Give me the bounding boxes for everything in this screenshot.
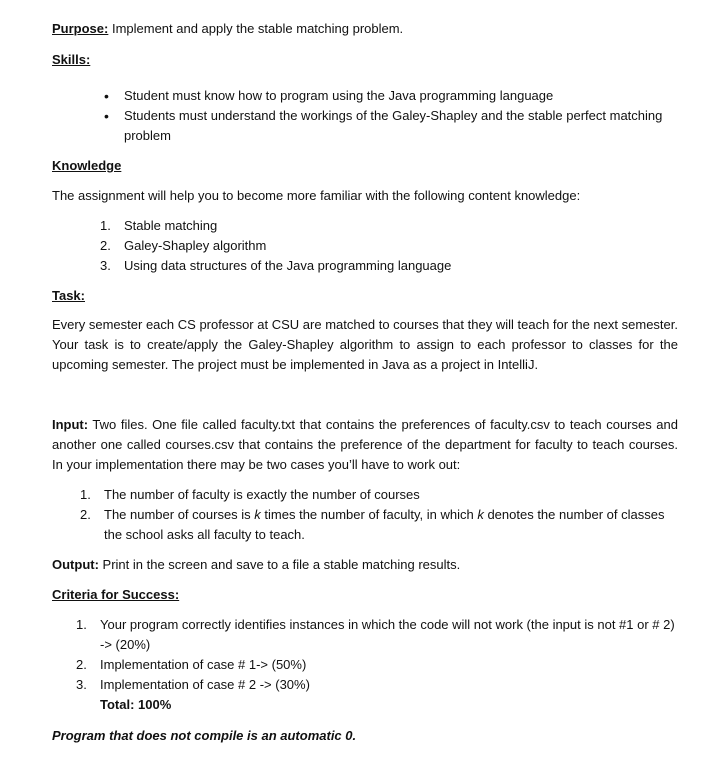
task-text: Every semester each CS professor at CSU are matched to courses that they will teach for the next semester. Your task is to create/apply the Galey-Shapley algorithm to assign to each professor to classes for the upcoming semester. The project must be implemented in Java as a project in IntelliJ. bbox=[52, 317, 678, 372]
input-item-2: 2. The number of courses is k times the number of faculty, in which k denotes the number of classes the school asks all faculty to teach. bbox=[80, 507, 665, 542]
knowledge-item-3: 3. Using data structures of the Java programming language bbox=[100, 258, 452, 273]
task-heading bbox=[52, 286, 678, 306]
input-paragraph bbox=[52, 415, 678, 475]
criteria-total: Total: 100% bbox=[100, 697, 172, 712]
purpose-line bbox=[52, 19, 678, 39]
criteria-item-2: 2. Implementation of case # 1-> (50%) bbox=[76, 657, 307, 672]
knowledge-intro: The assignment will help you to become more familiar with the following content knowledge: bbox=[52, 188, 581, 203]
criteria-list-wrap bbox=[52, 615, 678, 715]
skills-heading bbox=[52, 50, 678, 70]
output-text: Print in the screen and save to a file a stable matching results. bbox=[98, 557, 461, 572]
input-list bbox=[52, 485, 678, 545]
skills-item-2: • Students must understand the workings of the Galey-Shapley and the stable perfect matching problem bbox=[122, 106, 678, 146]
input-text: Two files. One file called faculty.txt that contains the preferences of faculty.csv to teach courses and another one called courses.csv that contains the preference of the department for faculty to teach courses. In your implementation there may be two cases you’ll have to work out: bbox=[52, 417, 678, 472]
criteria-heading bbox=[52, 585, 678, 605]
criteria-list bbox=[52, 615, 678, 695]
input-item-1: 1. The number of faculty is exactly the number of courses bbox=[80, 487, 420, 502]
knowledge-heading bbox=[52, 156, 678, 176]
knowledge-item-2: 2. Galey-Shapley algorithm bbox=[100, 238, 267, 253]
criteria-item-3: 3. Implementation of case # 2 -> (30%) bbox=[76, 677, 310, 692]
knowledge-list bbox=[52, 216, 678, 276]
skills-label: Skills: bbox=[52, 52, 91, 67]
footer-note: Program that does not compile is an automatic 0. bbox=[52, 728, 357, 743]
purpose-text: Implement and apply the stable matching problem. bbox=[108, 21, 404, 36]
input-list-wrap bbox=[52, 485, 678, 545]
knowledge-list-wrap bbox=[52, 216, 678, 276]
criteria-label: Criteria for Success: bbox=[52, 587, 180, 602]
skills-list bbox=[52, 86, 678, 146]
input-label: Input: bbox=[52, 417, 89, 432]
knowledge-label: Knowledge bbox=[52, 158, 122, 173]
output-label: Output: bbox=[52, 557, 99, 572]
output-line bbox=[52, 555, 678, 575]
purpose-label: Purpose: bbox=[52, 21, 109, 36]
knowledge-item-1: 1. Stable matching bbox=[100, 218, 218, 233]
task-label: Task: bbox=[52, 288, 85, 303]
skills-item-1: • Student must know how to program using the Java programming language bbox=[122, 86, 678, 106]
criteria-item-1: 1. Your program correctly identifies instances in which the code will not work (the input is not #1 or # 2) -> (20%) bbox=[76, 617, 675, 652]
